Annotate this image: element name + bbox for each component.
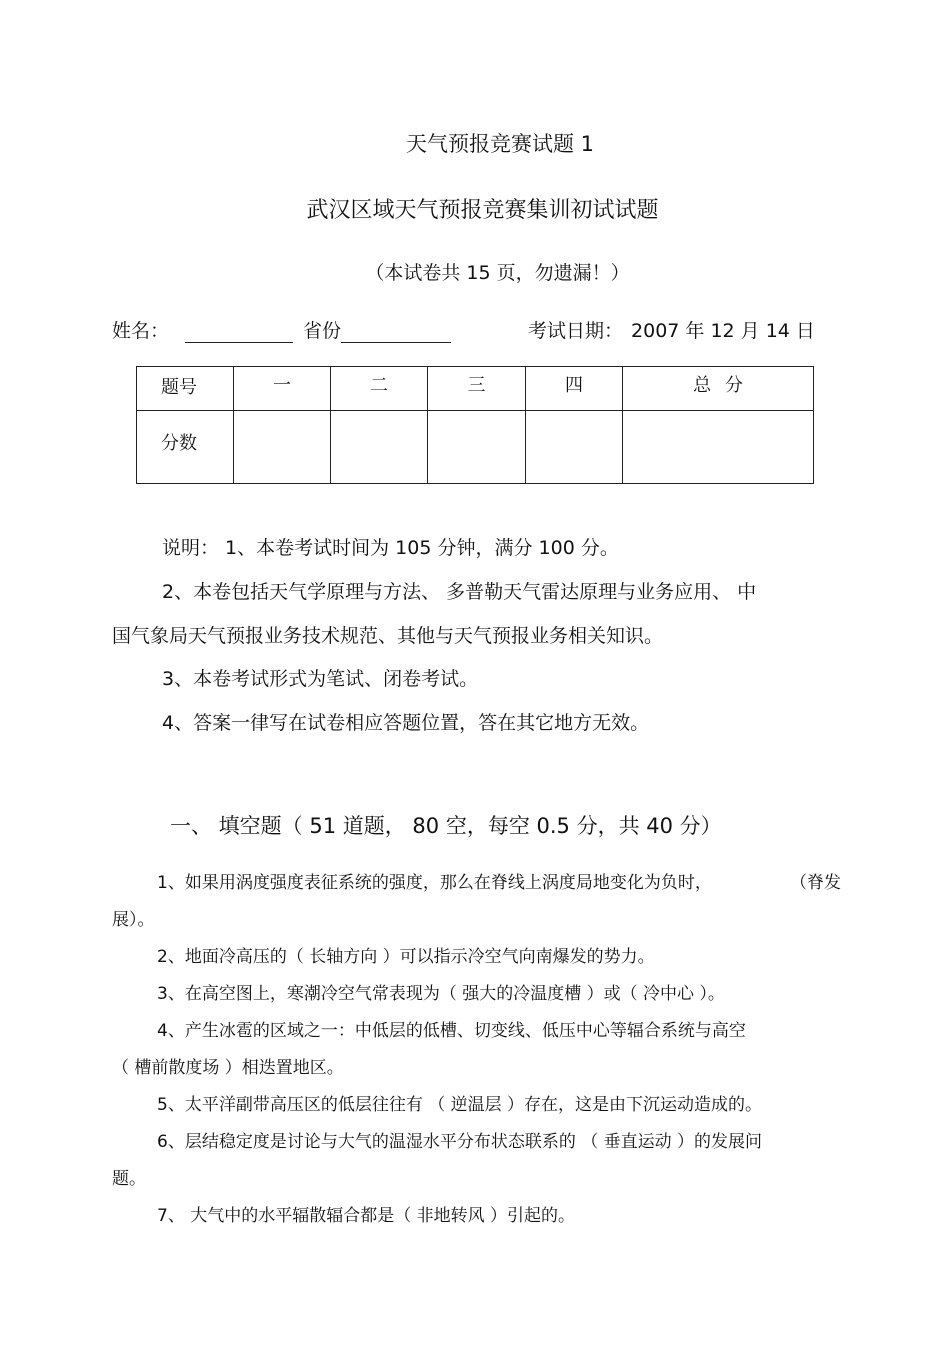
score-table — [136, 366, 814, 484]
question-1-answer: （脊发 — [790, 873, 841, 893]
name-field — [112, 316, 293, 343]
header-cell: 四 — [526, 367, 623, 411]
header-cell: 总 分 — [623, 367, 814, 411]
province-label: 省份 — [303, 320, 342, 342]
question-1: 1、如果用涡度强度表征系统的强度，那么在脊线上涡度局地变化为负时， — [157, 873, 712, 893]
score-cell[interactable] — [623, 411, 814, 484]
exam-title: 天气预报竞赛试题 1 — [405, 132, 595, 156]
name-label: 姓名： — [112, 320, 170, 342]
page-count-note: （本试卷共 15 页，勿遗漏！） — [365, 262, 630, 284]
question-4: 4、产生冰雹的区域之一：中低层的低槽、切变线、低压中心等辐合系统与高空 — [157, 1021, 746, 1041]
question-1-cont: 展）。 — [112, 910, 155, 930]
question-5: 5、太平洋副带高压区的低层往往有 （ 逆温层 ）存在，这是由下沉运动造成的。 — [157, 1095, 763, 1115]
score-table-header-row — [137, 367, 814, 411]
header-cell: 题号 — [137, 367, 234, 411]
date-value: 2007 年 12 月 14 日 — [631, 320, 815, 342]
name-blank[interactable] — [185, 322, 293, 343]
score-cell[interactable] — [526, 411, 623, 484]
date-label: 考试日期： — [528, 320, 624, 342]
note-2: 2、本卷包括天气学原理与方法、 多普勒天气雷达原理与业务应用、 中 — [162, 581, 757, 603]
exam-subtitle-main: 武汉区域天气预报竞赛集训初试试题 — [306, 198, 659, 223]
question-6-cont: 题。 — [112, 1169, 146, 1189]
note-2-cont: 国气象局天气预报业务技术规范、其他与天气预报业务相关知识。 — [112, 625, 664, 647]
province-field — [303, 316, 451, 343]
score-cell[interactable] — [234, 411, 331, 484]
header-cell: 三 — [428, 367, 526, 411]
question-4-cont: （ 槽前散度场 ）相迭置地区。 — [112, 1058, 344, 1078]
score-cell[interactable] — [428, 411, 526, 484]
question-3: 3、在高空图上，寒潮冷空气常表现为（ 强大的冷温度槽 ）或（ 冷中心 ）。 — [157, 984, 725, 1004]
note-4: 4、答案一律写在试卷相应答题位置，答在其它地方无效。 — [162, 712, 650, 734]
row-label-cell: 分数 — [137, 411, 234, 484]
header-cell: 一 — [234, 367, 331, 411]
header-cell: 二 — [331, 367, 428, 411]
score-table-score-row — [137, 411, 814, 484]
note-3: 3、本卷考试形式为笔试、闭卷考试。 — [162, 668, 479, 690]
question-6: 6、层结稳定度是讨论与大气的温湿水平分布状态联系的 （ 垂直运动 ）的发展问 — [157, 1132, 763, 1152]
exam-date — [528, 316, 815, 343]
province-blank[interactable] — [341, 322, 451, 343]
question-7: 7、 大气中的水平辐散辐合都是（ 非地转风 ）引起的。 — [157, 1206, 576, 1226]
question-2: 2、地面冷高压的（ 长轴方向 ）可以指示冷空气向南爆发的势力。 — [157, 947, 655, 967]
note-1: 说明： 1、本卷考试时间为 105 分钟，满分 100 分。 — [162, 537, 619, 559]
score-cell[interactable] — [331, 411, 428, 484]
section-heading-fill-in: 一、 填空题（ 51 道题， 80 空，每空 0.5 分，共 40 分） — [170, 814, 722, 838]
